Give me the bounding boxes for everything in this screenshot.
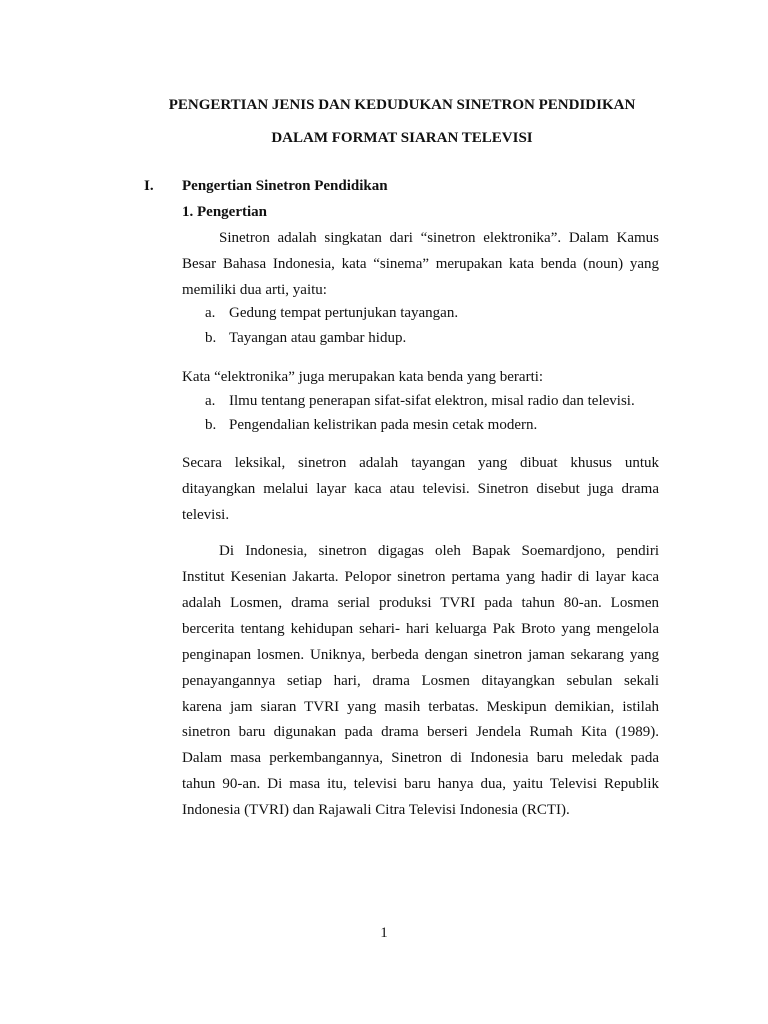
- paragraph-line: Besar Bahasa Indonesia, kata “sinema” merupakan kata benda (noun) yang: [182, 256, 659, 272]
- document-title-line-1: PENGERTIAN JENIS DAN KEDUDUKAN SINETRON PENDIDIKAN: [168, 97, 636, 113]
- page-number: 1: [380, 925, 388, 941]
- document-title-line-2: DALAM FORMAT SIARAN TELEVISI: [271, 130, 533, 146]
- paragraph-line: adalah Losmen, drama serial produksi TVRI pada tahun 80-an. Losmen: [182, 595, 659, 611]
- list-marker: a.: [205, 305, 216, 321]
- paragraph-line: Di Indonesia, sinetron digagas oleh Bapak Soemardjono, pendiri: [219, 543, 659, 559]
- list-marker: a.: [205, 393, 216, 409]
- paragraph-line: televisi.: [182, 507, 230, 523]
- paragraph-line: Dalam masa perkembangannya, Sinetron di Indonesia baru meledak pada: [182, 750, 659, 766]
- paragraph-line: Kata “elektronika” juga merupakan kata benda yang berarti:: [182, 369, 544, 385]
- paragraph-line: karena jam siaran TVRI yang masih terbatas. Meskipun demikian, istilah: [182, 699, 659, 715]
- section-numeral: I.: [144, 178, 154, 194]
- list-item: Gedung tempat pertunjukan tayangan.: [229, 305, 459, 321]
- paragraph-line: ditayangkan melalui layar kaca atau televisi. Sinetron disebut juga drama: [182, 481, 659, 497]
- list-marker: b.: [205, 417, 217, 433]
- paragraph-line: memiliki dua arti, yaitu:: [182, 282, 327, 298]
- paragraph-line: Secara leksikal, sinetron adalah tayangan yang dibuat khusus untuk: [182, 455, 659, 471]
- paragraph-line: penayangannya setiap hari, drama Losmen ditayangkan sebulan sekali: [182, 673, 659, 689]
- paragraph-line: Institut Kesenian Jakarta. Pelopor sinetron pertama yang hadir di layar kaca: [182, 569, 659, 585]
- paragraph-line: penginapan losmen. Uniknya, berbeda dengan sinetron jaman sekarang yang: [182, 647, 659, 663]
- list-item: Pengendalian kelistrikan pada mesin cetak modern.: [229, 417, 538, 433]
- list-item: Tayangan atau gambar hidup.: [229, 330, 407, 346]
- paragraph-line: Indonesia (TVRI) dan Rajawali Citra Televisi Indonesia (RCTI).: [182, 802, 570, 818]
- subsection-title: 1. Pengertian: [182, 204, 267, 220]
- paragraph-line: sinetron baru digunakan pada drama berseri Jendela Rumah Kita (1989).: [182, 724, 659, 740]
- list-item: Ilmu tentang penerapan sifat-sifat elektron, misal radio dan televisi.: [229, 393, 635, 409]
- paragraph-line: tahun 90-an. Di masa itu, televisi baru hanya dua, yaitu Televisi Republik: [182, 776, 659, 792]
- paragraph-line: bercerita tentang kehidupan sehari- hari keluarga Pak Broto yang mengelola: [182, 621, 659, 637]
- paragraph-line: Sinetron adalah singkatan dari “sinetron elektronika”. Dalam Kamus: [219, 230, 659, 246]
- list-marker: b.: [205, 330, 217, 346]
- section-title: Pengertian Sinetron Pendidikan: [182, 178, 388, 194]
